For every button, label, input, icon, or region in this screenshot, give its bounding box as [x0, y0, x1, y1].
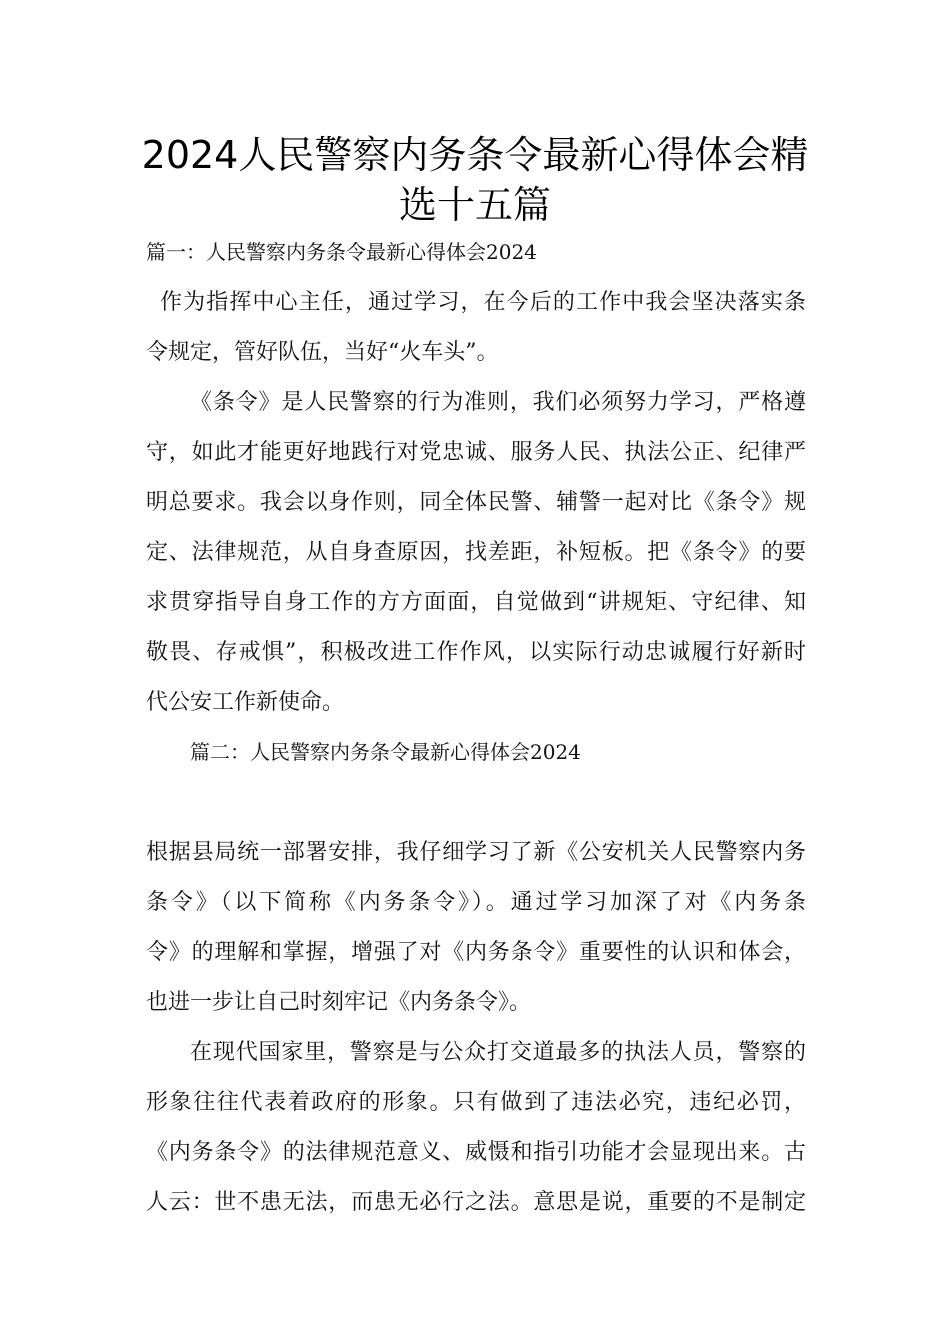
section-1-para-2-line-4: 定、法律规范，从自身查原因，找差距，补短板。把《条令》的要 — [146, 540, 806, 565]
section-1-para-2-line-5: 求贯穿指导自身工作的方方面面，自觉做到“讲规矩、守纪律、知 — [146, 590, 806, 615]
section-1-para-2-line-6: 敬畏、存戒惧”，积极改进工作作风，以实际行动忠诚履行好新时 — [146, 640, 806, 665]
section-1-para-2-line-7: 代公安工作新使命。 — [146, 690, 345, 715]
section-2-para-1-line-1: 根据县局统一部署安排，我仔细学习了新《公安机关人民警察内务 — [146, 840, 806, 865]
section-2-para-1-line-4: 也进一步让自己时刻牢记《内务条令》。 — [146, 990, 532, 1015]
section-2-para-2-line-2: 形象往往代表着政府的形象。只有做到了违法必究，违纪必罚， — [146, 1090, 806, 1115]
section-2-para-2-line-4: 人云：世不患无法，而患无必行之法。意思是说，重要的不是制定 — [146, 1190, 806, 1215]
section-1-para-2-line-1: 《条令》是人民警察的行为准则，我们必须努力学习，严格遵 — [190, 390, 806, 415]
section-1-heading: 篇一：人民警察内务条令最新心得体会2024 — [146, 240, 537, 264]
section-1-para-2-line-3: 明总要求。我会以身作则，同全体民警、辅警一起对比《条令》规 — [146, 490, 806, 515]
section-1-para-1-line-1: 作为指挥中心主任，通过学习，在今后的工作中我会坚决落实条 — [160, 290, 806, 315]
section-2-para-1-line-3: 令》的理解和掌握，增强了对《内务条令》重要性的认识和体会， — [146, 940, 806, 965]
section-1-para-2-line-2: 守，如此才能更好地践行对党忠诚、服务人民、执法公正、纪律严 — [146, 440, 806, 465]
section-1-para-1-line-2: 令规定，管好队伍，当好“火车头”。 — [146, 340, 499, 365]
document-title-line-2: 选十五篇 — [398, 183, 551, 227]
document-title-line-1: 2024人民警察内务条令最新心得体会精 — [141, 133, 809, 177]
section-2-para-2-line-1: 在现代国家里，警察是与公众打交道最多的执法人员，警察的 — [190, 1040, 806, 1065]
section-2-heading: 篇二：人民警察内务条令最新心得体会2024 — [190, 740, 581, 764]
section-2-para-1-line-2: 条令》（以下简称《内务条令》）。通过学习加深了对《内务条 — [146, 890, 806, 915]
section-2-para-2-line-3: 《内务条令》的法律规范意义、威慑和指引功能才会显现出来。古 — [146, 1140, 806, 1165]
